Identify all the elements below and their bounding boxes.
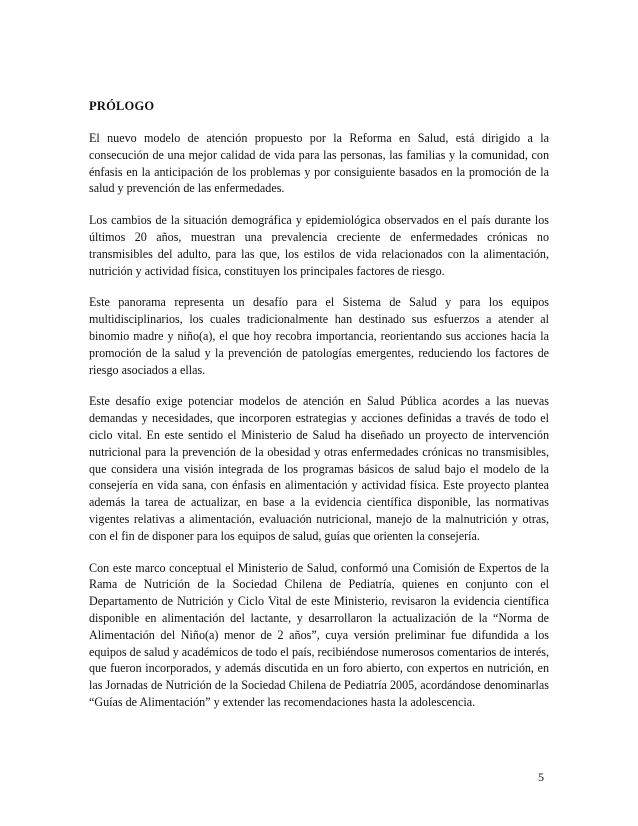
paragraph-intro: El nuevo modelo de atención propuesto por la Reforma en Salud, está dirigido a la consecución de una mejor calidad de vida para las personas, las familias y la comunidad, con énfasis en la anticipación de los problemas y por consiguiente basados en la promoción de la salud y prevención de las enfermedades.: [89, 131, 549, 196]
page-title: PRÓLOGO: [89, 99, 155, 113]
paragraph-conceptual-framework: Con este marco conceptual el Ministerio de Salud, conformó una Comisión de Expertos de la Rama de Nutrición de la Sociedad Chilena de Pediatría, quienes en conjunto con el Departamento de Nutrición y Ciclo Vital de este Ministerio, revisaron la evidencia científica disponible en alimentación del lactante, y desarrollaron la actualización de la “Norma de Alimentación del Niño(a) menor de 2 años”, cuya versión preliminar fue difundida a los equipos de salud y académicos de todo el país, recibiéndose numerosos comentarios de interés, que fueron incorporados, y además discutida en un foro abierto, con expertos en nutrición, en las Jornadas de Nutrición de la Sociedad Chilena de Pediatría 2005, acordándose denominarlas “Guías de Alimentación” y extender las recomendaciones hasta la adolescencia.: [89, 560, 549, 709]
page-content: [89, 98, 549, 726]
paragraph-demographic-changes: Los cambios de la situación demográfica y epidemiológica observados en el país durante los últimos 20 años, muestran una prevalencia creciente de enfermedades crónicas no transmisibles del adulto, para las que, los estilos de vida relacionados con la alimentación, nutrición y actividad física, constituyen los principales factores de riesgo.: [89, 213, 549, 278]
paragraph-challenge: Este panorama representa un desafío para el Sistema de Salud y para los equipos multidisciplinarios, los cuales tradicionalmente han destinado sus esfuerzos a atender al binomio madre y niño(a), el que hoy recobra importancia, reorientando sus acciones hacia la promoción de la salud y la prevención de patologías emergentes, reduciendo los factores de riesgo asociados a ellas.: [89, 295, 549, 377]
paragraph-public-health-models: Este desafío exige potenciar modelos de atención en Salud Pública acordes a las nuevas demandas y necesidades, que incorporen estrategias y acciones definidas a través de todo el ciclo vital. En este sentido el Ministerio de Salud ha diseñado un proyecto de intervención nutricional para la prevención de la obesidad y otras enfermedades crónicas no transmisibles, que considera una visión integrada de los programas básicos de salud bajo el modelo de la consejería en vida sana, con énfasis en alimentación y actividad física. Este proyecto plantea además la tarea de actualizar, en base a la evidencia científica disponible, las normativas vigentes relativas a alimentación, evaluación nutricional, manejo de la malnutrición y otras, con el fin de disponer para los equipos de salud, guías que orienten la consejería.: [89, 394, 549, 543]
page-number: 5: [538, 770, 544, 784]
